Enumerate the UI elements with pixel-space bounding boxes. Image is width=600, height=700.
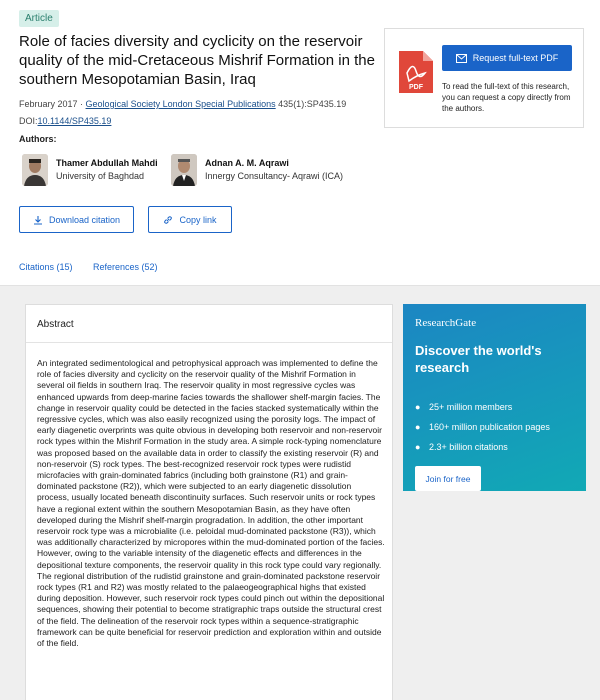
doi-label: DOI: — [19, 116, 38, 126]
doi-line — [19, 116, 111, 126]
copy-link-label: Copy link — [179, 214, 217, 225]
researchgate-logo: ResearchGate — [415, 317, 477, 329]
request-full-text-button[interactable] — [442, 45, 572, 71]
author-institution: Innergy Consultancy- Aqrawi (ICA) — [205, 171, 344, 181]
author-card[interactable] — [22, 154, 172, 188]
pdf-file-icon — [399, 51, 433, 93]
abstract-body: An integrated sedimentological and petrophysical approach was implemented to define the role of facies diversity and cyclicity on the reservoir quality of the Mishrif Formation in several oil fields in southern Iraq. The reservoir quality in most regressive cycles was enhanced upwards from deep-marine facies towards the shallower shelf-margin facies. The change in reservoir quality could be detected in the facies stacked systematically within the regressive cycles, which was also easily recognized using the porosity logs. The impact of early diagenetic overprints was quite obvious in developing both reservoir and non-reservoir rock types within the Mishrif Formation in the study area. A simple rock-typing nomenclature was proposed based on the available data in order to classify the existing reservoir (R) and non-reservoir (S) rock types. The best-recognized reservoir rock types were rudistid microfacies with grain-dominated fabrics (including both grainstone (R1) and grain-dominated packstone (R2)), which were subjected to an early diagenetic dissolution process, usually located beneath discontinuity surfaces. Such reservoir units or rock types have a regional extent within the southern Mesopotamian Basin, as they have often developed during the Mishrif shelf-margin progradation. In addition, the other important reservoir rock type was a microbialite (i.e. peloidal mud-dominated packstone (R3)), which was additionally characterized by micropores within the mud-dominated portion of the facies. However, owing to the variable intensity of the diagenetic effects and differences in the depositional texture components, the reservoir quality in this rock type could vary regionally. The regional distribution of the rudistid grainstone and grain-dominated packstone reservoir rock types (R1 and R2) was mostly related to the palaeogeographical highs that existed during deposition. However, such reservoir rock types could pinch out within the depositional sequences, showing their potential to become stratigraphic traps outside the structural crest of the field. The delineation of the reservoir rock types within a sequence-stratigraphic framework can be quite beneficial for reservoir prediction and exploration within and outside of the field. — [37, 358, 385, 649]
download-icon — [33, 215, 43, 225]
author-name[interactable]: Thamer Abdullah Mahdi — [56, 158, 158, 168]
author-name[interactable]: Adnan A. M. Aqrawi — [205, 158, 289, 168]
check-circle-icon: ● — [415, 402, 421, 412]
volume-info: 435(1):SP435.19 — [275, 99, 347, 109]
mail-icon — [456, 54, 467, 63]
copy-link-button[interactable] — [148, 206, 232, 233]
tab-citations[interactable]: Citations (15) — [19, 262, 73, 272]
abstract-header — [26, 305, 392, 343]
author-institution: University of Baghdad — [56, 171, 145, 181]
abstract-card — [25, 304, 393, 700]
tab-references[interactable]: References (52) — [93, 262, 158, 272]
content-area — [0, 285, 600, 700]
list-item — [415, 402, 550, 422]
journal-link[interactable]: Geological Society London Special Publications — [85, 99, 276, 109]
article-type-badge: Article — [19, 10, 59, 27]
check-circle-icon: ● — [415, 442, 421, 452]
avatar[interactable] — [171, 154, 197, 186]
article-meta — [19, 99, 346, 109]
request-pdf-description: To read the full-text of this research, you can request a copy directly from the authors. — [442, 82, 571, 113]
author-card[interactable] — [171, 154, 371, 188]
check-circle-icon: ● — [415, 422, 421, 432]
researchgate-promo — [403, 304, 586, 491]
person-photo-icon — [171, 154, 197, 186]
meta-separator: · — [77, 99, 86, 109]
promo-item-label: 25+ million members — [429, 402, 513, 412]
publication-date: February 2017 — [19, 99, 78, 109]
article-title: Role of facies diversity and cyclicity on the reservoir quality of the mid-Cretaceous Mishrif Formation in the southern Mesopotamian Basin, Iraq — [19, 33, 375, 88]
avatar[interactable] — [22, 154, 48, 186]
authors-label: Authors: — [19, 134, 57, 144]
promo-list — [415, 402, 550, 462]
download-citation-button[interactable] — [19, 206, 134, 233]
request-pdf-card — [384, 28, 584, 128]
list-item — [415, 442, 550, 462]
promo-headline: Discover the world's research — [415, 343, 542, 375]
join-for-free-button[interactable]: Join for free — [415, 466, 481, 491]
pdf-icon-label: PDF — [409, 84, 423, 91]
promo-item-label: 2.3+ billion citations — [429, 442, 508, 452]
doi-link[interactable]: 10.1144/SP435.19 — [37, 116, 112, 126]
abstract-heading: Abstract — [37, 319, 74, 330]
download-citation-label: Download citation — [48, 214, 121, 225]
person-photo-icon — [22, 154, 48, 186]
link-icon — [163, 215, 173, 225]
article-header — [0, 0, 600, 284]
promo-item-label: 160+ million publication pages — [429, 422, 550, 432]
list-item — [415, 422, 550, 442]
request-full-text-label: Request full-text PDF — [472, 53, 559, 63]
